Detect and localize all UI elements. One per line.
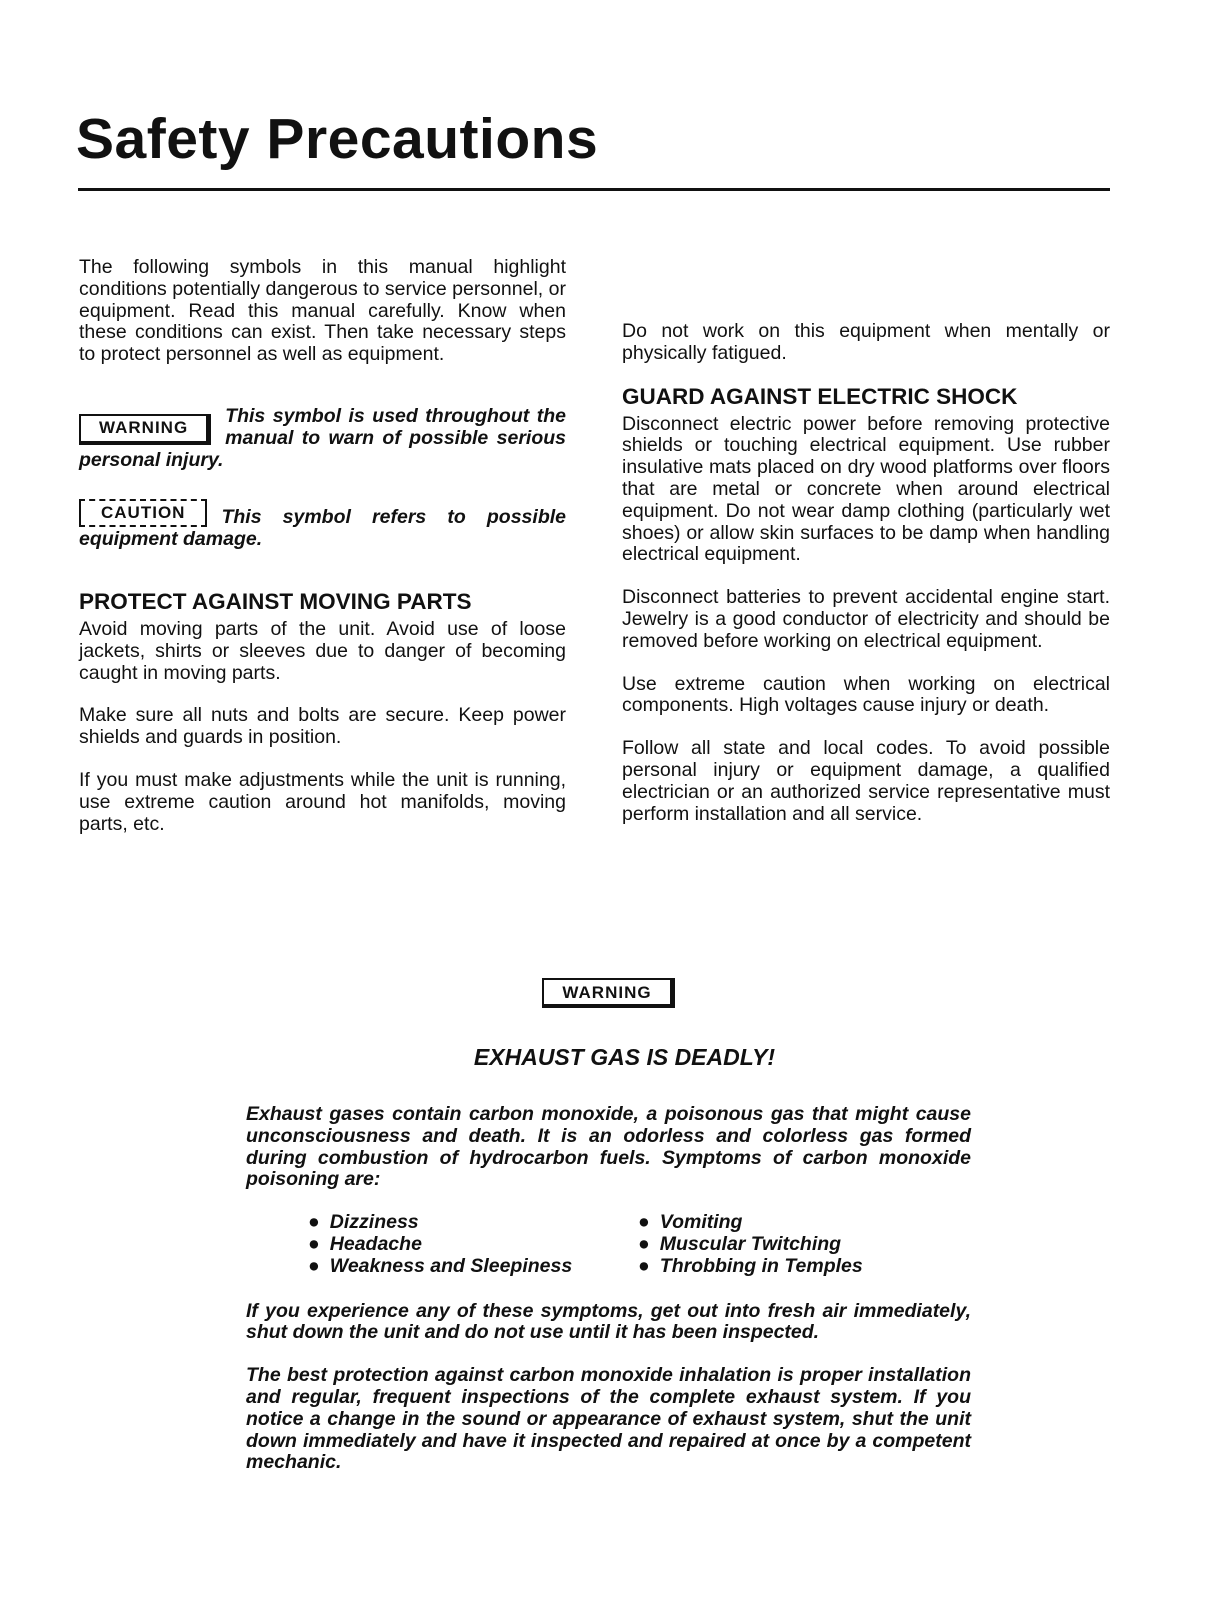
caution-symbol-text: This symbol refers to possible equipment damage.: [79, 506, 566, 551]
exhaust-paragraph-3: The best protection against carbon monoxide inhalation is proper installation and regular, frequent inspections of the complete exhaust system. If you notice a change in the sound or appearance of exhaust system, shut the unit down immediately and have it inspected and repaired at once by a competent mechanic.: [246, 1364, 971, 1474]
intro-paragraph: The following symbols in this manual highlight conditions potentially dangerous to service personnel, or equipment. Read this manual carefully. Know when these conditions can exist. Then take necessary steps to protect personnel as well as equipment.: [79, 256, 566, 366]
warning-symbol-explanation: [79, 406, 566, 471]
list-item: ● Throbbing in Temples: [638, 1254, 863, 1277]
caution-symbol-explanation: [79, 493, 566, 551]
exhaust-warning-header: [0, 978, 1229, 1070]
list-item: ● Weakness and Sleepiness: [308, 1254, 573, 1277]
symptoms-list: [308, 1212, 971, 1277]
page-title: Safety Precautions: [76, 107, 599, 171]
moving-parts-paragraph-3: If you must make adjustments while the unit is running, use extreme caution around hot manifolds, moving parts, etc.: [79, 768, 566, 835]
moving-parts-paragraph-4: Do not work on this equipment when mentally or physically fatigued.: [622, 320, 1110, 364]
list-item: ● Vomiting: [638, 1211, 743, 1234]
symptoms-column-right: [638, 1212, 863, 1277]
list-item: ● Dizziness: [308, 1211, 419, 1234]
warning-symbol-text: This symbol is used throughout the manual to warn of possible serious personal injury.: [79, 404, 566, 471]
exhaust-paragraph-1: Exhaust gases contain carbon monoxide, a poisonous gas that might cause unconsciousness and death. It is an odorless and colorless gas formed during combustion of hydrocarbon fuels. Symptoms of carbon monoxide poisoning are:: [246, 1103, 971, 1191]
moving-parts-paragraph-1: Avoid moving parts of the unit. Avoid use of loose jackets, shirts or sleeves due to danger of becoming caught in moving parts.: [79, 617, 566, 684]
title-divider: [78, 188, 1110, 191]
moving-parts-paragraph-2: Make sure all nuts and bolts are secure. Keep power shields and guards in position.: [79, 704, 566, 749]
list-item: ● Muscular Twitching: [638, 1232, 842, 1255]
exhaust-warning-badge: WARNING: [542, 978, 674, 1008]
exhaust-warning-body: [246, 1104, 971, 1495]
list-item: ● Headache: [308, 1232, 422, 1255]
electric-shock-heading: GUARD AGAINST ELECTRIC SHOCK: [622, 383, 1018, 409]
electric-shock-paragraph-4: Follow all state and local codes. To avoid possible personal injury or equipment damage, a qualified electrician or an authorized service representative must perform installation and all service.: [622, 737, 1110, 825]
warning-badge: WARNING: [79, 414, 211, 445]
left-column: [79, 257, 566, 856]
electric-shock-paragraph-2: Disconnect batteries to prevent accidental engine start. Jewelry is a good conductor of electricity and should be removed before working on electrical equipment.: [622, 586, 1110, 652]
moving-parts-heading: PROTECT AGAINST MOVING PARTS: [79, 588, 472, 614]
symptoms-column-left: [308, 1212, 638, 1277]
electric-shock-paragraph-3: Use extreme caution when working on electrical components. High voltages cause injury or death.: [622, 672, 1110, 717]
right-column: [622, 257, 1110, 846]
caution-badge: CAUTION: [79, 499, 207, 527]
exhaust-paragraph-2: If you experience any of these symptoms, get out into fresh air immediately, shut down the unit and do not use until it has been inspected.: [246, 1299, 971, 1344]
exhaust-warning-title: EXHAUST GAS IS DEADLY!: [473, 1044, 776, 1070]
electric-shock-paragraph-1: Disconnect electric power before removing protective shields or touching electrical equipment. Use rubber insulative mats placed on dry wood platforms over floors that are metal or concrete when around electrical equipment. Do not wear damp clothing (particularly wet shoes) or allow skin surfaces to be damp when handling electrical equipment.: [622, 412, 1110, 566]
